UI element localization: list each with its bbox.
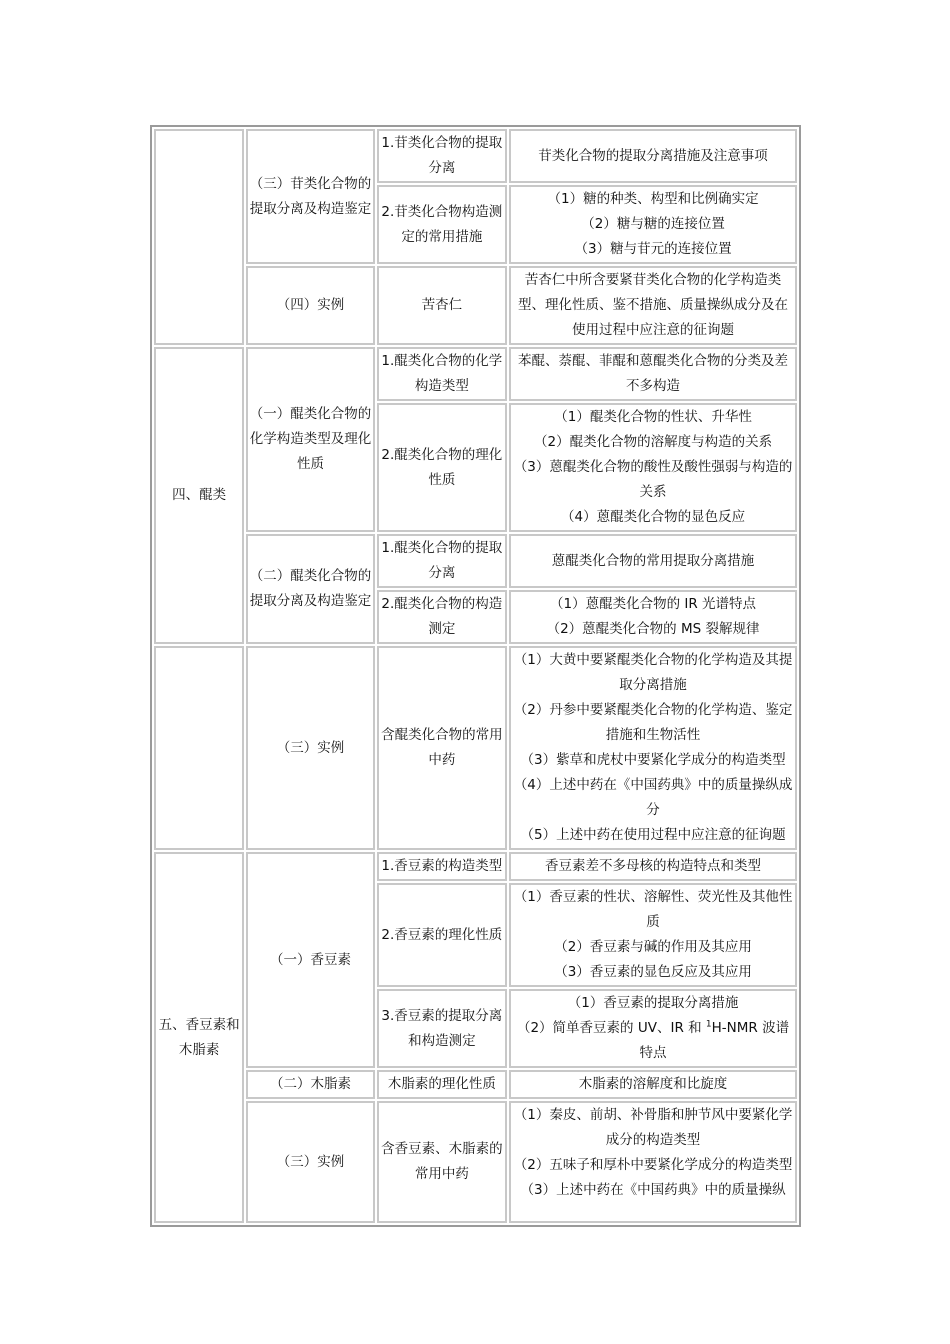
content-text: （2）简单香豆素的 UV、IR 和 xyxy=(516,1020,706,1036)
content-line: （3）上述中药在《中国药典》中的质量操纵 xyxy=(520,1182,786,1198)
topic-cell: 2.香豆素的理化性质 xyxy=(377,883,507,987)
content-cell xyxy=(509,989,797,1068)
topic-cell: 木脂素的理化性质 xyxy=(377,1070,507,1099)
subsection-cell: （四）实例 xyxy=(246,266,374,345)
content-line: （2）丹参中要紧醌类化合物的化学构造、鉴定措施和生物活性 xyxy=(513,702,793,743)
content-cell xyxy=(509,403,797,532)
content-line xyxy=(512,1016,794,1066)
content-cell: 苷类化合物的提取分离措施及注意事项 xyxy=(509,129,797,183)
table-row xyxy=(154,129,797,183)
content-line: （3）香豆素的显色反应及其应用 xyxy=(554,964,752,980)
content-cell xyxy=(509,590,797,644)
content-cell xyxy=(509,646,797,850)
table-row xyxy=(154,347,797,401)
content-line: （1）醌类化合物的性状、升华性 xyxy=(554,409,752,425)
content-line: （1）蒽醌类化合物的 IR 光谱特点 xyxy=(550,596,757,612)
subsection-cell: （一）醌类化合物的化学构造类型及理化性质 xyxy=(246,347,374,532)
topic-cell: 3.香豆素的提取分离和构造测定 xyxy=(377,989,507,1068)
topic-cell: 1.苷类化合物的提取分离 xyxy=(377,129,507,183)
topic-cell: 含香豆素、木脂素的常用中药 xyxy=(377,1101,507,1223)
table-row xyxy=(154,852,797,881)
subsection-cell: （二）木脂素 xyxy=(246,1070,374,1099)
content-line: （3）糖与苷元的连接位置 xyxy=(574,241,732,257)
topic-cell: 1.醌类化合物的提取分离 xyxy=(377,534,507,588)
subsection-cell: （一）香豆素 xyxy=(246,852,374,1068)
section-cell: 四、醌类 xyxy=(154,347,244,644)
syllabus-table xyxy=(150,125,801,1227)
content-line: （2）蒽醌类化合物的 MS 裂解规律 xyxy=(546,621,760,637)
topic-cell: 2.苷类化合物构造测定的常用措施 xyxy=(377,185,507,264)
content-line: （1）大黄中要紧醌类化合物的化学构造及其提取分离措施 xyxy=(513,652,793,693)
topic-cell: 1.醌类化合物的化学构造类型 xyxy=(377,347,507,401)
content-line: （1）糖的种类、构型和比例确实定 xyxy=(547,191,759,207)
content-cell: 蒽醌类化合物的常用提取分离措施 xyxy=(509,534,797,588)
table-row xyxy=(154,1070,797,1099)
content-line: （1）香豆素的性状、溶解性、荧光性及其他性质 xyxy=(513,889,793,930)
content-clip xyxy=(512,1103,794,1221)
topic-cell: 苦杏仁 xyxy=(377,266,507,345)
topic-cell: 2.醌类化合物的理化性质 xyxy=(377,403,507,532)
content-cell: 香豆素差不多母核的构造特点和类型 xyxy=(509,852,797,881)
content-line: （2）五味子和厚朴中要紧化学成分的构造类型 xyxy=(513,1157,793,1173)
content-cell xyxy=(509,1101,797,1223)
table-row xyxy=(154,534,797,588)
content-text: H-NMR 波谱特点 xyxy=(639,1020,790,1061)
content-line: （2）醌类化合物的溶解度与构造的关系 xyxy=(533,434,773,450)
topic-cell: 1.香豆素的构造类型 xyxy=(377,852,507,881)
content-line: （3）蒽醌类化合物的酸性及酸性强弱与构造的关系 xyxy=(513,459,793,500)
content-cell xyxy=(509,185,797,264)
content-line: （1）香豆素的提取分离措施 xyxy=(567,995,739,1011)
topic-cell: 含醌类化合物的常用中药 xyxy=(377,646,507,850)
content-cell: 木脂素的溶解度和比旋度 xyxy=(509,1070,797,1099)
subsection-cell: （三）实例 xyxy=(246,1101,374,1223)
content-line: （4）蒽醌类化合物的显色反应 xyxy=(560,509,746,525)
content-cell: 苯醌、萘醌、菲醌和蒽醌类化合物的分类及差不多构造 xyxy=(509,347,797,401)
content-line: （1）秦皮、前胡、补骨脂和肿节风中要紧化学成分的构造类型 xyxy=(513,1107,793,1148)
content-line: （3）紫草和虎杖中要紧化学成分的构造类型 xyxy=(520,752,786,768)
content-cell: 苦杏仁中所含要紧苷类化合物的化学构造类型、理化性质、鉴不措施、质量操纵成分及在使用过程中应注意的征询题 xyxy=(509,266,797,345)
subsection-cell: （三）实例 xyxy=(246,646,374,850)
topic-cell: 2.醌类化合物的构造测定 xyxy=(377,590,507,644)
subsection-cell: （二）醌类化合物的提取分离及构造鉴定 xyxy=(246,534,374,644)
table-row xyxy=(154,646,797,850)
content-line: （2）香豆素与碱的作用及其应用 xyxy=(554,939,752,955)
superscript: 1 xyxy=(705,1019,712,1030)
section-cell-continued xyxy=(154,646,244,850)
content-line: （2）糖与糖的连接位置 xyxy=(581,216,725,232)
section-cell-continued xyxy=(154,129,244,345)
table-row xyxy=(154,266,797,345)
subsection-cell: （三）苷类化合物的提取分离及构造鉴定 xyxy=(246,129,374,264)
content-line: （4）上述中药在《中国药典》中的质量操纵成分 xyxy=(513,777,793,818)
content-line: （5）上述中药在使用过程中应注意的征询题 xyxy=(520,827,786,843)
table-row xyxy=(154,1101,797,1223)
section-cell: 五、香豆素和木脂素 xyxy=(154,852,244,1223)
content-cell xyxy=(509,883,797,987)
